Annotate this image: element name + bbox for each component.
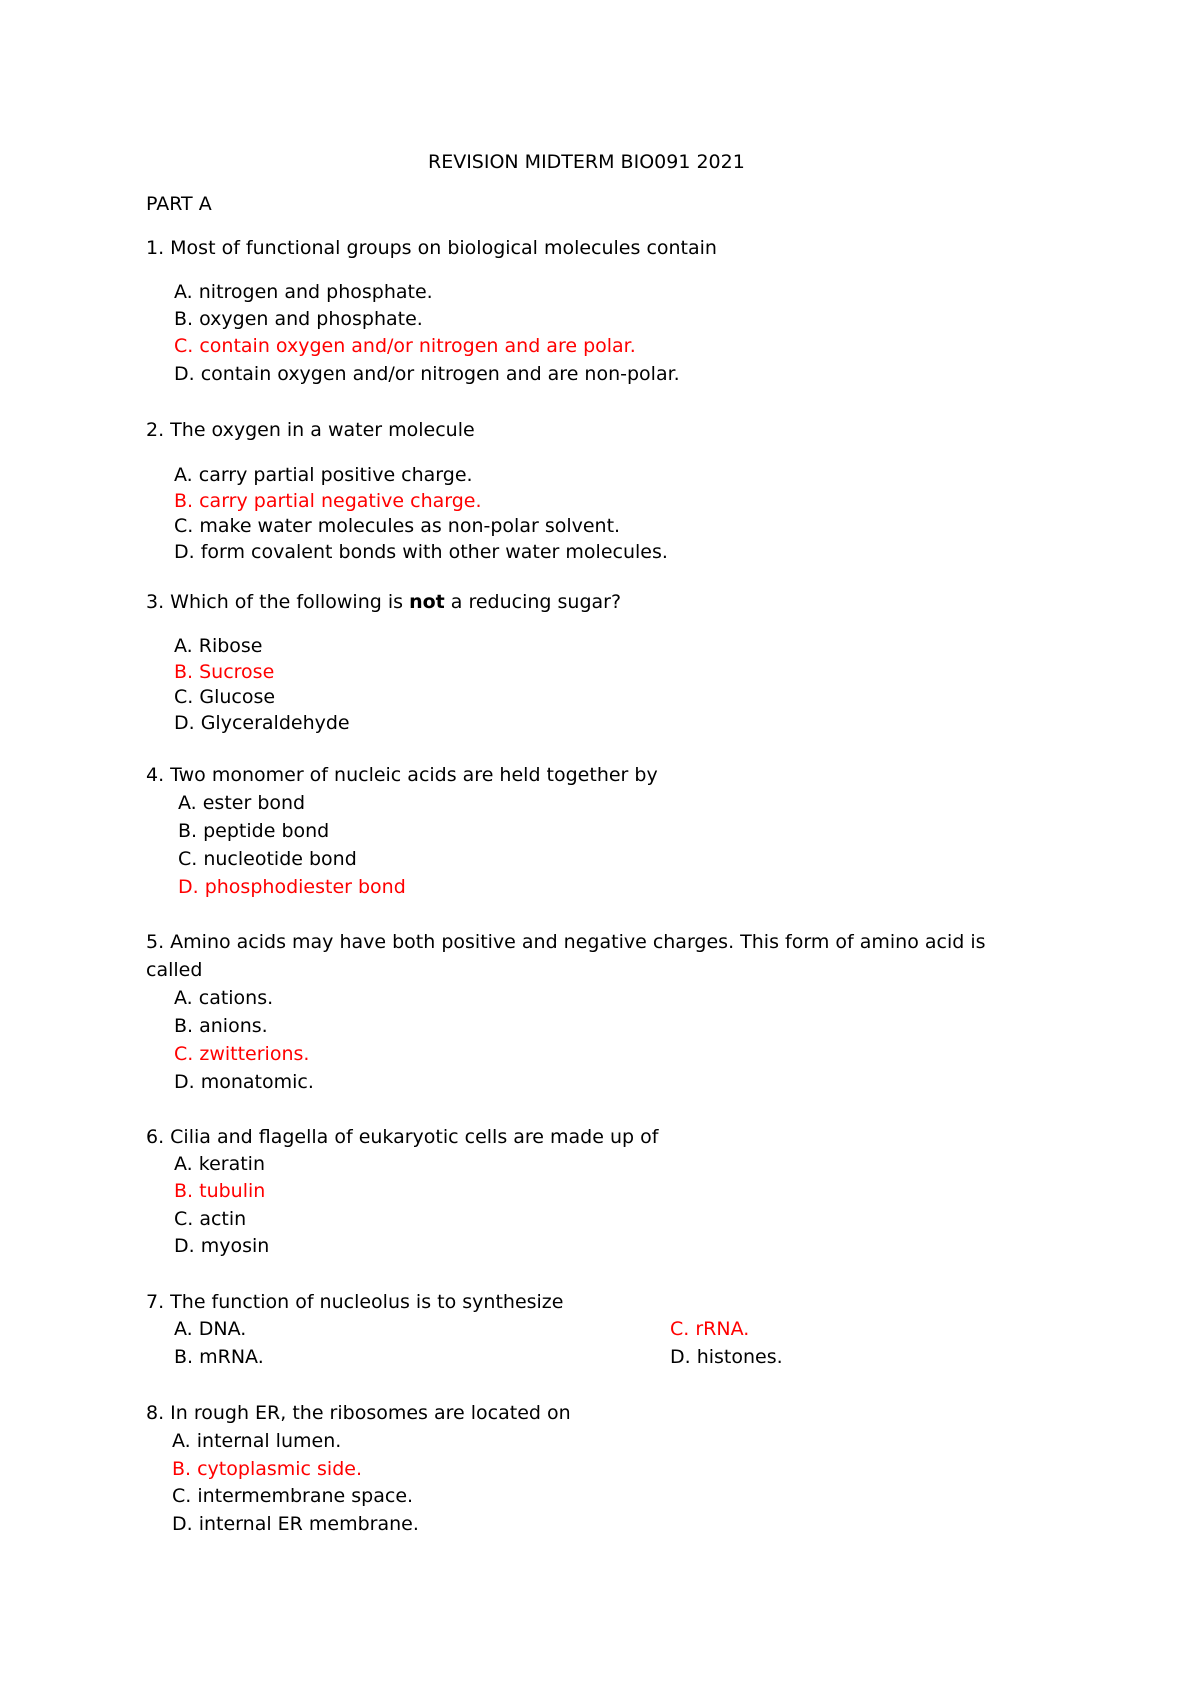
question-1-stem: 1. Most of functional groups on biological molecules contain xyxy=(146,237,717,259)
question-4-stem: 4. Two monomer of nucleic acids are held together by xyxy=(146,764,658,786)
question-3-stem-bold: not xyxy=(409,591,445,613)
question-2-option-d: D. form covalent bonds with other water molecules. xyxy=(174,541,668,563)
question-6-option-a: A. keratin xyxy=(174,1153,265,1175)
document-title: REVISION MIDTERM BIO091 2021 xyxy=(428,151,745,173)
question-5-option-a: A. cations. xyxy=(174,987,274,1009)
question-3-stem-before: 3. Which of the following is xyxy=(146,591,410,613)
question-5-option-c-correct: C. zwitterions. xyxy=(174,1043,310,1065)
question-1-option-c-correct: C. contain oxygen and/or nitrogen and are polar. xyxy=(174,335,636,357)
question-5-stem-line-2: called xyxy=(146,959,203,981)
question-2-option-b-correct: B. carry partial negative charge. xyxy=(174,490,482,512)
question-7-option-c-correct: C. rRNA. xyxy=(670,1318,750,1340)
question-8-option-d: D. internal ER membrane. xyxy=(172,1513,419,1535)
question-2-option-a: A. carry partial positive charge. xyxy=(174,464,473,486)
question-6-option-c: C. actin xyxy=(174,1208,247,1230)
question-1-option-a: A. nitrogen and phosphate. xyxy=(174,281,433,303)
part-heading: PART A xyxy=(146,193,212,215)
question-6-option-b-correct: B. tubulin xyxy=(174,1180,266,1202)
question-8-option-b-correct: B. cytoplasmic side. xyxy=(172,1458,362,1480)
question-2-stem: 2. The oxygen in a water molecule xyxy=(146,419,475,441)
question-8-option-c: C. intermembrane space. xyxy=(172,1485,414,1507)
question-3-option-a: A. Ribose xyxy=(174,635,263,657)
question-7-option-a: A. DNA. xyxy=(174,1318,247,1340)
question-3-option-d: D. Glyceraldehyde xyxy=(174,712,350,734)
question-5-option-b: B. anions. xyxy=(174,1015,268,1037)
question-4-option-b: B. peptide bond xyxy=(178,820,330,842)
question-5-option-d: D. monatomic. xyxy=(174,1071,314,1093)
question-1-option-d: D. contain oxygen and/or nitrogen and are non-polar. xyxy=(174,363,680,385)
question-1-option-b: B. oxygen and phosphate. xyxy=(174,308,423,330)
question-3-stem xyxy=(146,590,621,614)
question-8-option-a: A. internal lumen. xyxy=(172,1430,342,1452)
question-7-option-b: B. mRNA. xyxy=(174,1346,264,1368)
question-6-option-d: D. myosin xyxy=(174,1235,270,1257)
question-8-stem: 8. In rough ER, the ribosomes are located on xyxy=(146,1402,571,1424)
question-5-stem-line-1: 5. Amino acids may have both positive and negative charges. This form of amino acid is xyxy=(146,931,986,953)
question-6-stem: 6. Cilia and flagella of eukaryotic cells are made up of xyxy=(146,1126,659,1148)
question-4-option-a: A. ester bond xyxy=(178,792,306,814)
question-4-option-d-correct: D. phosphodiester bond xyxy=(178,876,406,898)
question-3-option-b-correct: B. Sucrose xyxy=(174,661,275,683)
question-2-option-c: C. make water molecules as non-polar solvent. xyxy=(174,515,621,537)
question-4-option-c: C. nucleotide bond xyxy=(178,848,357,870)
question-3-stem-after: a reducing sugar? xyxy=(444,591,622,613)
question-3-option-c: C. Glucose xyxy=(174,686,276,708)
question-7-option-d: D. histones. xyxy=(670,1346,783,1368)
question-7-stem: 7. The function of nucleolus is to synthesize xyxy=(146,1291,564,1313)
